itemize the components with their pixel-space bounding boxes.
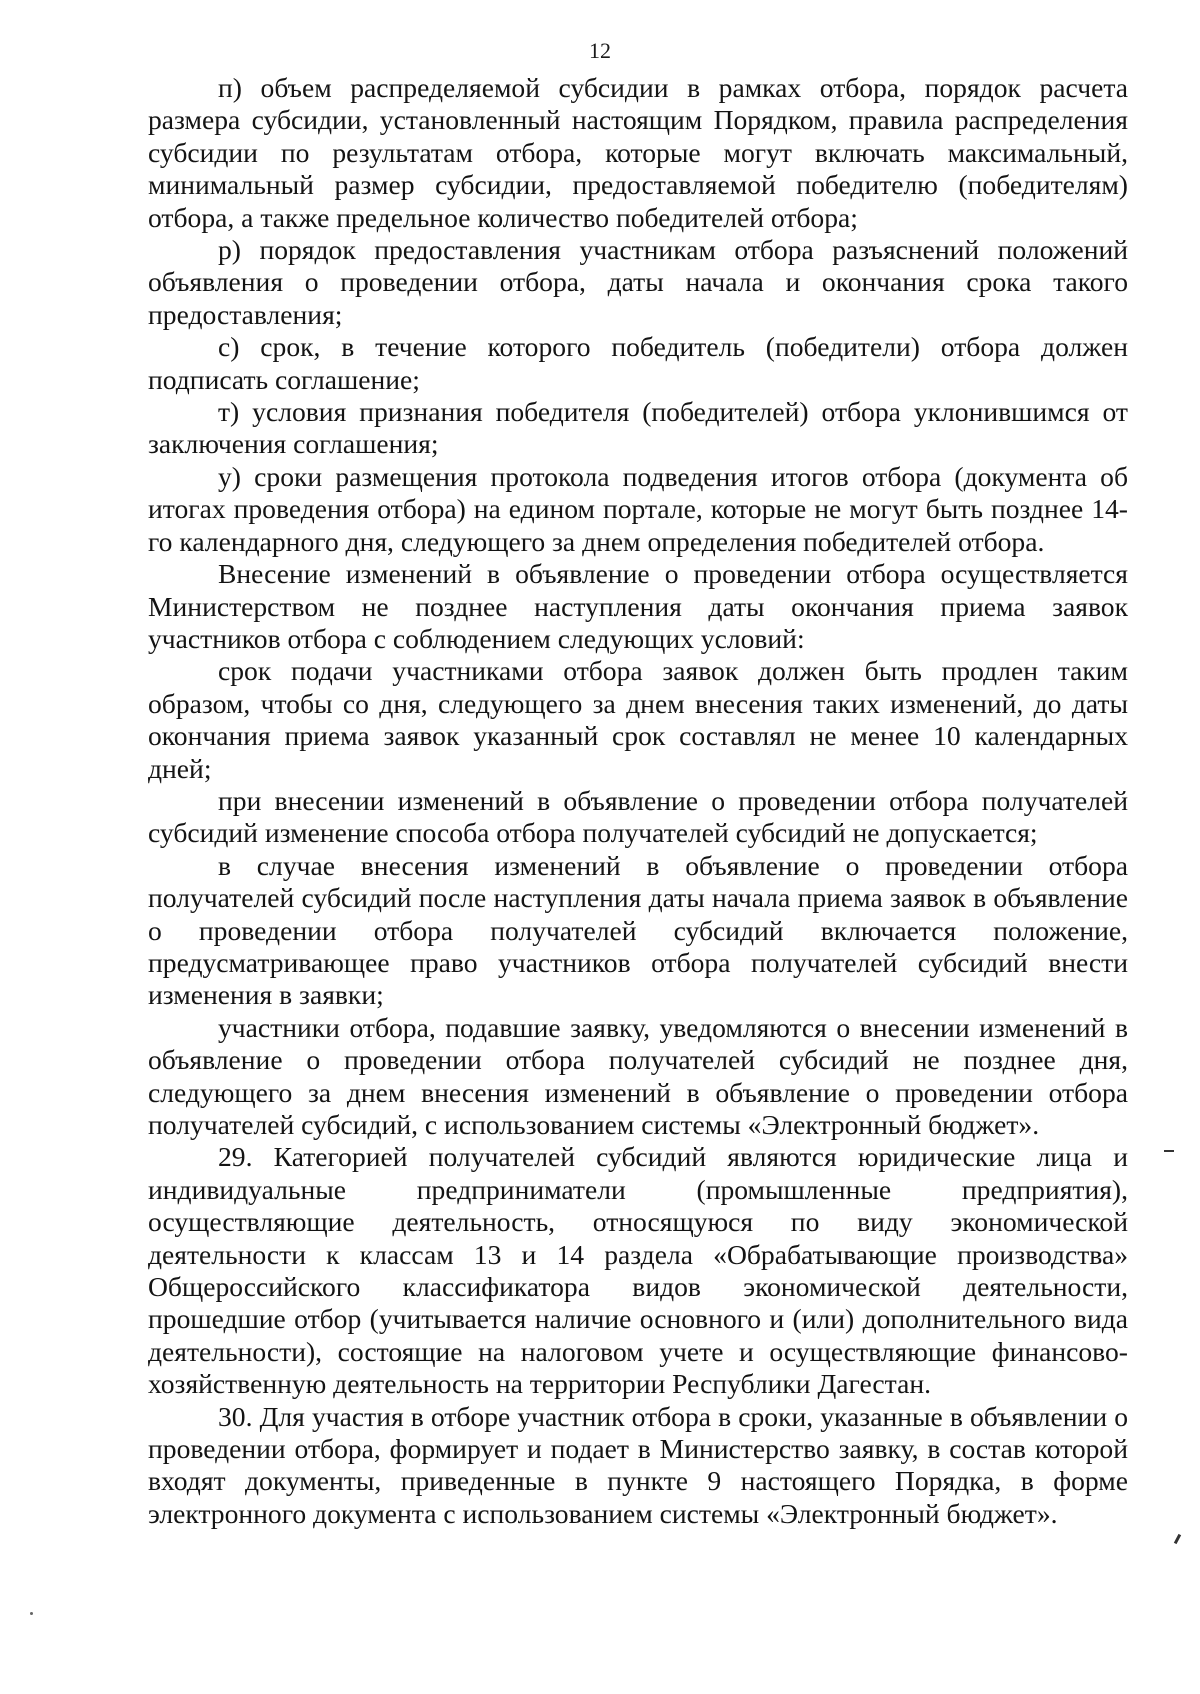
paragraph-amendments: Внесение изменений в объявление о проведении отбора осуществляется Министерством не позднее наступления даты окончания приема заявок участников отбора с соблюдением следующих условий: [148,558,1128,654]
paragraph-deadline-extension: срок подачи участниками отбора заявок должен быть продлен таким образом, чтобы со дня, следующего за днем внесения таких изменений, до даты окончания приема заявок указанный срок составлял не менее 10 календарных дней; [148,655,1128,784]
paragraph-section-29: 29. Категорией получателей субсидий являются юридические лица и индивидуальные предприниматели (промышленные предприятия), осуществляющие деятельность, относящуюся по виду экономической деятельности к классам 13 и 14 раздела «Обрабатывающие производства» Общероссийского классификатора видов экономической деятельности, прошедшие отбор (учитывается наличие основного и (или) дополнительного вида деятельности), состоящие на налоговом учете и осуществляющие финансово-хозяйственную деятельность на территории Республики Дагестан. [148,1141,1128,1400]
scan-mark-tick [1174,1534,1181,1544]
paragraph-item-p: п) объем распределяемой субсидии в рамках отбора, порядок расчета размера субсидии, установленный настоящим Порядком, правила распределения субсидии по результатам отбора, которые могут включать максимальный, минимальный размер субсидии, предоставляемой победителю (победителям) отбора, а также предельное количество победителей отбора; [148,72,1128,233]
paragraph-item-s: с) срок, в течение которого победитель (победители) отбора должен подписать соглашение; [148,331,1128,395]
page-number: 12 [589,38,611,63]
document-body [148,72,1128,1530]
paragraph-applications-change: в случае внесения изменений в объявление о проведении отбора получателей субсидий после наступления даты начала приема заявок в объявление о проведении отбора получателей субсидий включается положение, предусматривающее право участников отбора получателей субсидий внести изменения в заявки; [148,849,1128,1011]
paragraph-item-r: р) порядок предоставления участникам отбора разъяснений положений объявления о проведении отбора, даты начала и окончания срока такого предоставления; [148,234,1128,330]
paragraph-section-30: 30. Для участия в отборе участник отбора в сроки, указанные в объявлении о проведении отбора, формирует и подает в Министерство заявку, в состав которой входят документы, приведенные в пункте 9 настоящего Порядка, в форме электронного документа с использованием системы «Электронный бюджет». [148,1400,1128,1529]
scan-mark-dash [1164,1150,1174,1152]
paragraph-item-u: у) сроки размещения протокола подведения итогов отбора (документа об итогах проведения отбора) на едином портале, которые не могут быть позднее 14-го календарного дня, следующего за днем определения победителей отбора. [148,460,1128,557]
scan-mark-dot [30,1612,33,1615]
paragraph-item-t: т) условия признания победителя (победителей) отбора уклонившимся от заключения соглашения; [148,396,1128,460]
paragraph-participant-notification: участники отбора, подавшие заявку, уведомляются о внесении изменений в объявление о проведении отбора получателей субсидий не позднее дня, следующего за днем внесения изменений в объявление о проведении отбора получателей субсидий, с использованием системы «Электронный бюджет». [148,1011,1128,1140]
paragraph-selection-method: при внесении изменений в объявление о проведении отбора получателей субсидий изменение способа отбора получателей субсидий не допускается; [148,784,1128,849]
